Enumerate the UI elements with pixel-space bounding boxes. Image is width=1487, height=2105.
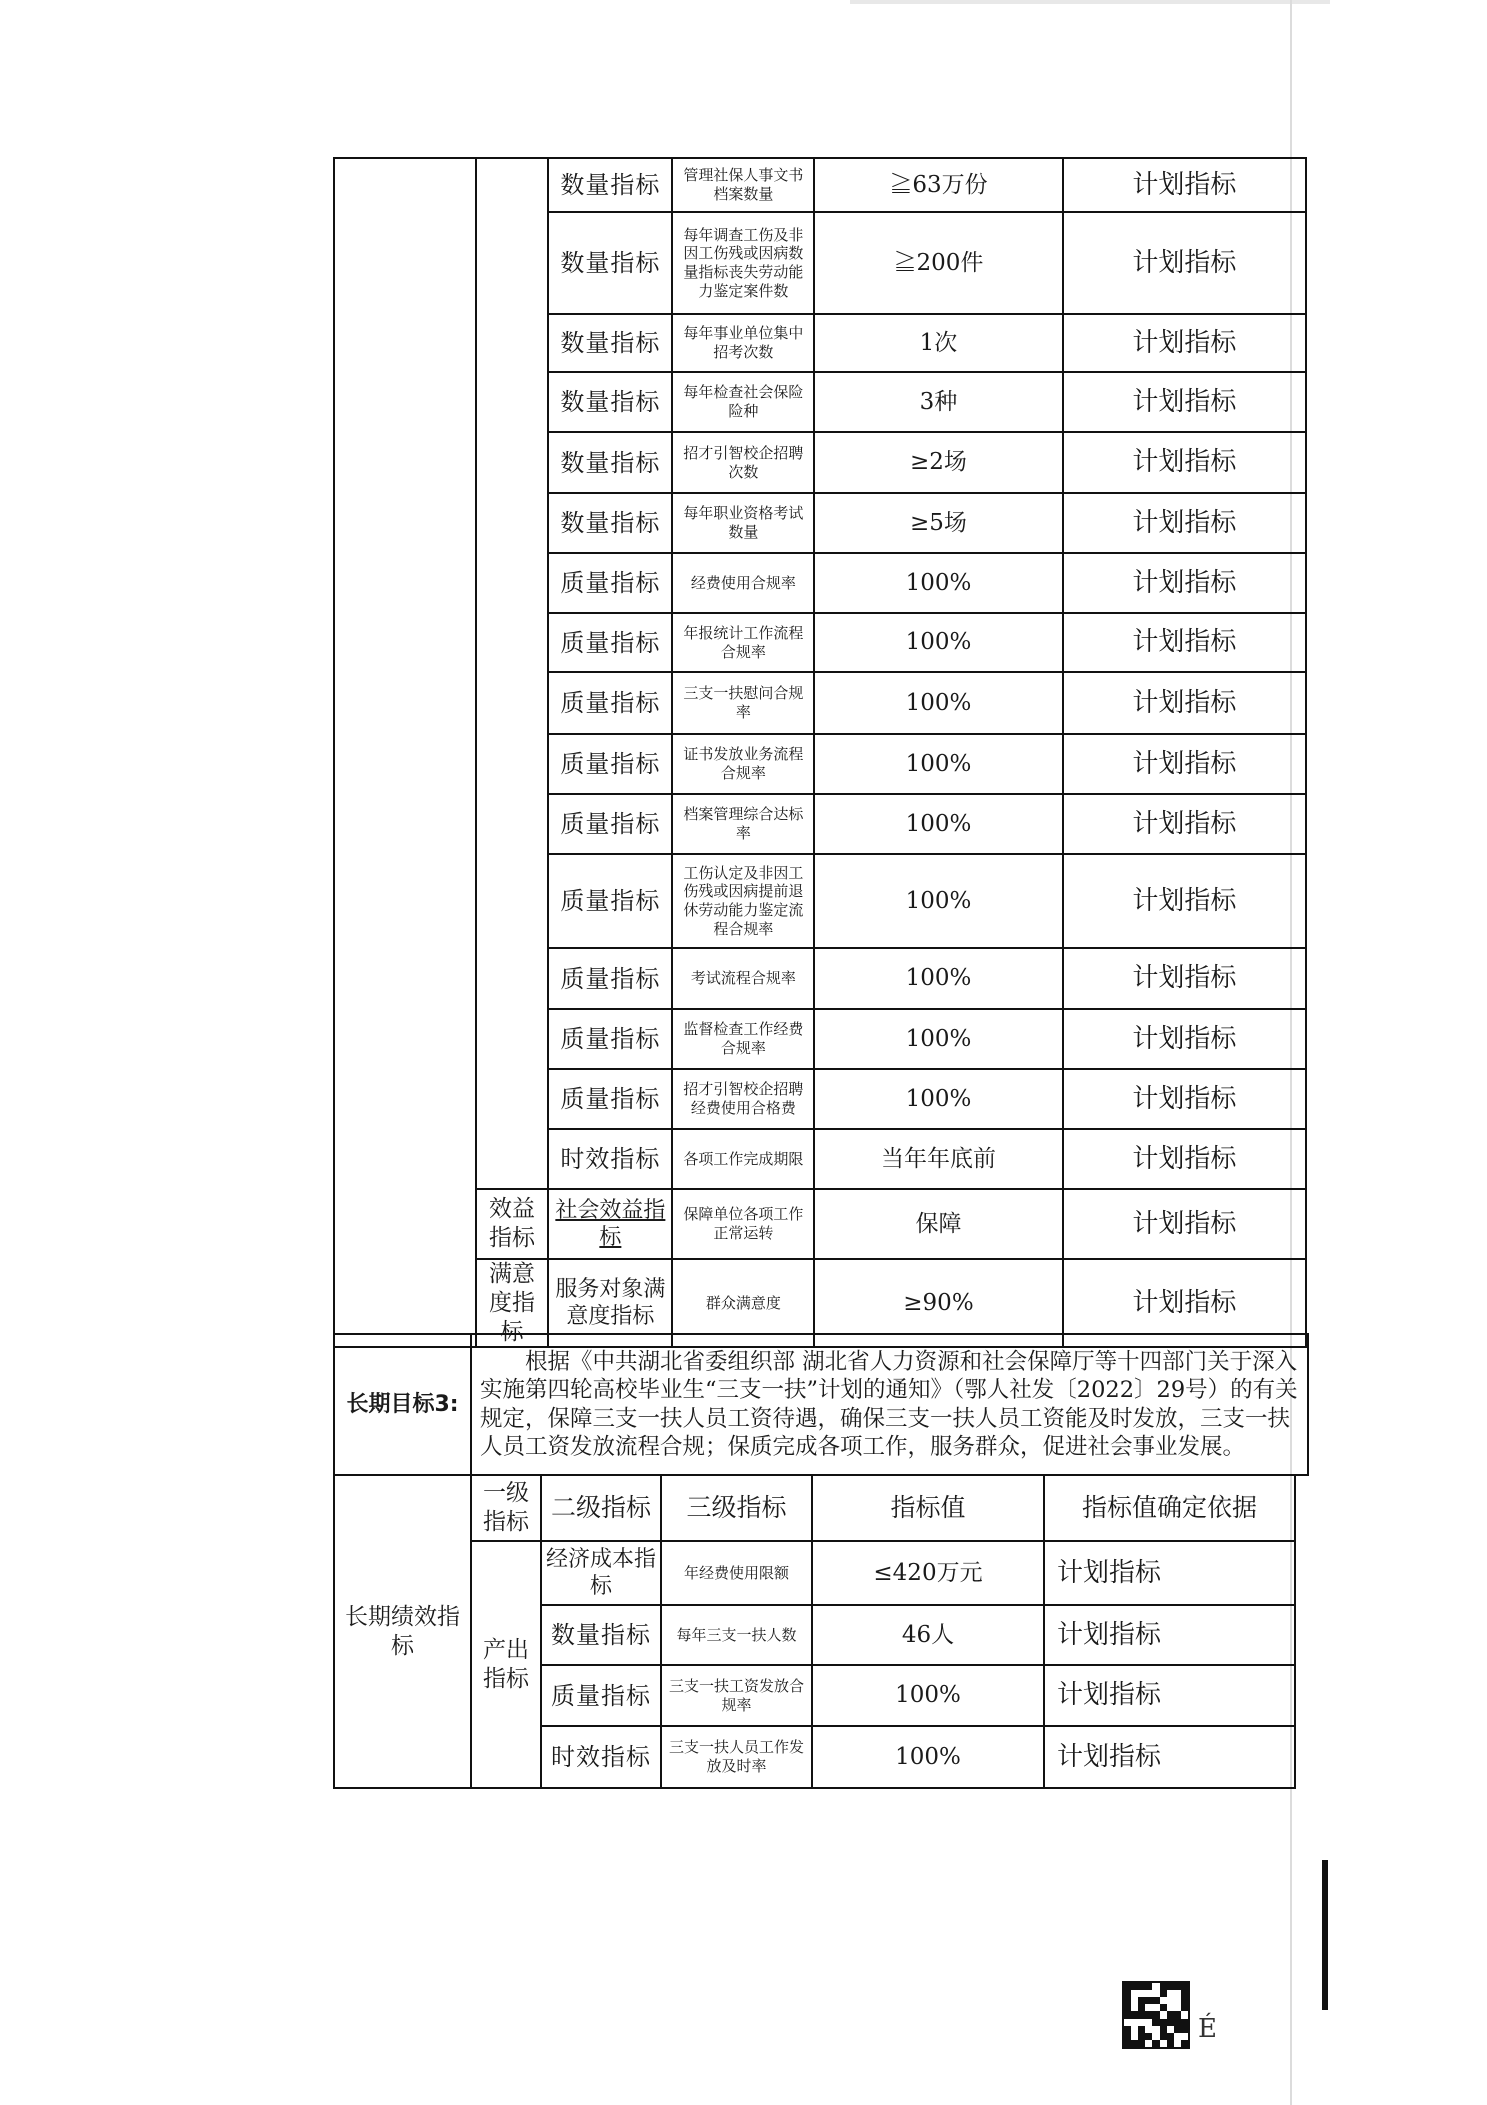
level3-cell: 监督检查工作经费合规率 bbox=[672, 1009, 814, 1069]
header-level1: 一级指标 bbox=[471, 1475, 541, 1541]
basis-cell: 计划指标 bbox=[1044, 1665, 1295, 1726]
output-label: 产出指标 bbox=[471, 1541, 541, 1788]
level3-cell: 各项工作完成期限 bbox=[672, 1129, 814, 1189]
basis-cell: 计划指标 bbox=[1063, 212, 1306, 314]
blank-col-cell bbox=[334, 158, 476, 1347]
basis-cell: 计划指标 bbox=[1063, 613, 1306, 672]
level3-cell: 每年事业单位集中招考次数 bbox=[672, 314, 814, 372]
value-cell: ≥5场 bbox=[814, 493, 1062, 553]
basis-cell: 计划指标 bbox=[1063, 854, 1306, 948]
header-row bbox=[334, 1475, 1295, 1541]
value-cell: 100% bbox=[814, 613, 1062, 672]
value-cell: 100% bbox=[812, 1665, 1044, 1726]
level3-cell: 年报统计工作流程合规率 bbox=[672, 613, 814, 672]
header-value: 指标值 bbox=[812, 1475, 1044, 1541]
table-row bbox=[334, 1541, 1295, 1605]
qr-code-icon bbox=[1122, 1981, 1190, 2049]
level2-cell: 数量指标 bbox=[548, 493, 672, 553]
value-cell: 保障 bbox=[814, 1189, 1062, 1259]
header-level3: 三级指标 bbox=[661, 1475, 812, 1541]
header-level2: 二级指标 bbox=[541, 1475, 661, 1541]
goal-table bbox=[333, 1333, 1309, 1476]
level3-cell: 三支一扶工资发放合规率 bbox=[661, 1665, 812, 1726]
scan-artifact bbox=[850, 0, 1330, 4]
basis-cell: 计划指标 bbox=[1063, 553, 1306, 613]
level2-cell: 数量指标 bbox=[548, 158, 672, 212]
table-row bbox=[334, 1189, 1306, 1259]
basis-cell: 计划指标 bbox=[1063, 734, 1306, 794]
header-basis: 指标值确定依据 bbox=[1044, 1475, 1295, 1541]
indicator-table-top bbox=[333, 157, 1307, 1348]
table-row bbox=[334, 1334, 1308, 1475]
level3-cell: 每年调查工伤及非因工伤残或因病数量指标丧失劳动能力鉴定案件数 bbox=[672, 212, 814, 314]
level2-cell: 质量指标 bbox=[541, 1665, 661, 1726]
value-cell: 100% bbox=[814, 948, 1062, 1009]
value-cell: 46人 bbox=[812, 1605, 1044, 1665]
level3-cell: 招才引智校企招聘次数 bbox=[672, 432, 814, 493]
level3-cell: 群众满意度 bbox=[672, 1259, 814, 1347]
level3-cell: 每年检查社会保险险种 bbox=[672, 372, 814, 432]
level2-cell: 数量指标 bbox=[548, 212, 672, 314]
level2-cell: 经济成本指标 bbox=[541, 1541, 661, 1605]
level2-cell: 时效指标 bbox=[541, 1726, 661, 1788]
basis-cell: 计划指标 bbox=[1063, 158, 1306, 212]
level3-cell: 保障单位各项工作正常运转 bbox=[672, 1189, 814, 1259]
value-cell: ≧200件 bbox=[814, 212, 1062, 314]
table-row bbox=[334, 158, 1306, 212]
level2-cell: 服务对象满意度指标 bbox=[548, 1259, 672, 1347]
basis-cell: 计划指标 bbox=[1063, 432, 1306, 493]
level2-cell: 质量指标 bbox=[548, 553, 672, 613]
level2-cell: 质量指标 bbox=[548, 1069, 672, 1129]
basis-cell: 计划指标 bbox=[1063, 372, 1306, 432]
basis-cell: 计划指标 bbox=[1044, 1726, 1295, 1788]
level2-cell: 质量指标 bbox=[548, 948, 672, 1009]
value-cell: ≧63万份 bbox=[814, 158, 1062, 212]
value-cell: 100% bbox=[814, 672, 1062, 734]
value-cell: 1次 bbox=[814, 314, 1062, 372]
level2-cell: 质量指标 bbox=[548, 613, 672, 672]
level3-cell: 管理社保人事文书档案数量 bbox=[672, 158, 814, 212]
level3-cell: 证书发放业务流程合规率 bbox=[672, 734, 814, 794]
long-term-label: 长期绩效指标 bbox=[334, 1475, 471, 1788]
level2-cell: 数量指标 bbox=[548, 432, 672, 493]
level2-cell: 时效指标 bbox=[548, 1129, 672, 1189]
basis-cell: 计划指标 bbox=[1063, 493, 1306, 553]
value-cell: 100% bbox=[814, 1069, 1062, 1129]
level1-cell: 满意度指标 bbox=[476, 1259, 548, 1347]
level3-cell: 三支一扶人员工作发放及时率 bbox=[661, 1726, 812, 1788]
scan-bar bbox=[1322, 1860, 1328, 2010]
value-cell: ≥2场 bbox=[814, 432, 1062, 493]
blank-col-cell bbox=[476, 158, 548, 1189]
level2-cell: 数量指标 bbox=[541, 1605, 661, 1665]
level2-cell: 社会效益指标 bbox=[548, 1189, 672, 1259]
basis-cell: 计划指标 bbox=[1063, 948, 1306, 1009]
value-cell: 3种 bbox=[814, 372, 1062, 432]
level3-cell: 三支一扶慰问合规率 bbox=[672, 672, 814, 734]
value-cell: 100% bbox=[814, 553, 1062, 613]
level3-cell: 每年三支一扶人数 bbox=[661, 1605, 812, 1665]
level2-cell: 质量指标 bbox=[548, 1009, 672, 1069]
basis-cell: 计划指标 bbox=[1063, 1259, 1306, 1347]
basis-cell: 计划指标 bbox=[1063, 794, 1306, 854]
basis-cell: 计划指标 bbox=[1063, 1069, 1306, 1129]
level3-cell: 经费使用合规率 bbox=[672, 553, 814, 613]
value-cell: ≤420万元 bbox=[812, 1541, 1044, 1605]
basis-cell: 计划指标 bbox=[1044, 1541, 1295, 1605]
value-cell: 当年年底前 bbox=[814, 1129, 1062, 1189]
value-cell: 100% bbox=[812, 1726, 1044, 1788]
level1-cell: 效益指标 bbox=[476, 1189, 548, 1259]
basis-cell: 计划指标 bbox=[1063, 314, 1306, 372]
level3-cell: 档案管理综合达标率 bbox=[672, 794, 814, 854]
level3-cell: 考试流程合规率 bbox=[672, 948, 814, 1009]
value-cell: 100% bbox=[814, 1009, 1062, 1069]
basis-cell: 计划指标 bbox=[1044, 1605, 1295, 1665]
long-term-indicator-table bbox=[333, 1474, 1296, 1789]
level3-cell: 年经费使用限额 bbox=[661, 1541, 812, 1605]
goal-label: 长期目标3: bbox=[334, 1334, 471, 1475]
value-cell: 100% bbox=[814, 854, 1062, 948]
level3-cell: 每年职业资格考试数量 bbox=[672, 493, 814, 553]
level3-cell: 工伤认定及非因工伤残或因病提前退休劳动能力鉴定流程合规率 bbox=[672, 854, 814, 948]
basis-cell: 计划指标 bbox=[1063, 1129, 1306, 1189]
level2-cell: 质量指标 bbox=[548, 854, 672, 948]
goal-text: 根据《中共湖北省委组织部 湖北省人力资源和社会保障厅等十四部门关于深入实施第四轮高校毕业生“三支一扶”计划的通知》（鄂人社发〔2022〕29号）的有关规定，保障三支一扶人员工资待遇，确保三支一扶人员工资能及时发放，三支一扶人员工资发放流程合规；保质完成各项工作，服务群众，促进社会事业发展。 bbox=[471, 1334, 1308, 1475]
level2-cell: 质量指标 bbox=[548, 672, 672, 734]
value-cell: 100% bbox=[814, 794, 1062, 854]
value-cell: 100% bbox=[814, 734, 1062, 794]
level2-cell: 质量指标 bbox=[548, 734, 672, 794]
value-cell: ≥90% bbox=[814, 1259, 1062, 1347]
basis-cell: 计划指标 bbox=[1063, 672, 1306, 734]
basis-cell: 计划指标 bbox=[1063, 1009, 1306, 1069]
level3-cell: 招才引智校企招聘经费使用合格费 bbox=[672, 1069, 814, 1129]
level2-cell: 数量指标 bbox=[548, 314, 672, 372]
level2-cell: 数量指标 bbox=[548, 372, 672, 432]
basis-cell: 计划指标 bbox=[1063, 1189, 1306, 1259]
level2-cell: 质量指标 bbox=[548, 794, 672, 854]
footer-mark: É bbox=[1198, 2014, 1217, 2044]
